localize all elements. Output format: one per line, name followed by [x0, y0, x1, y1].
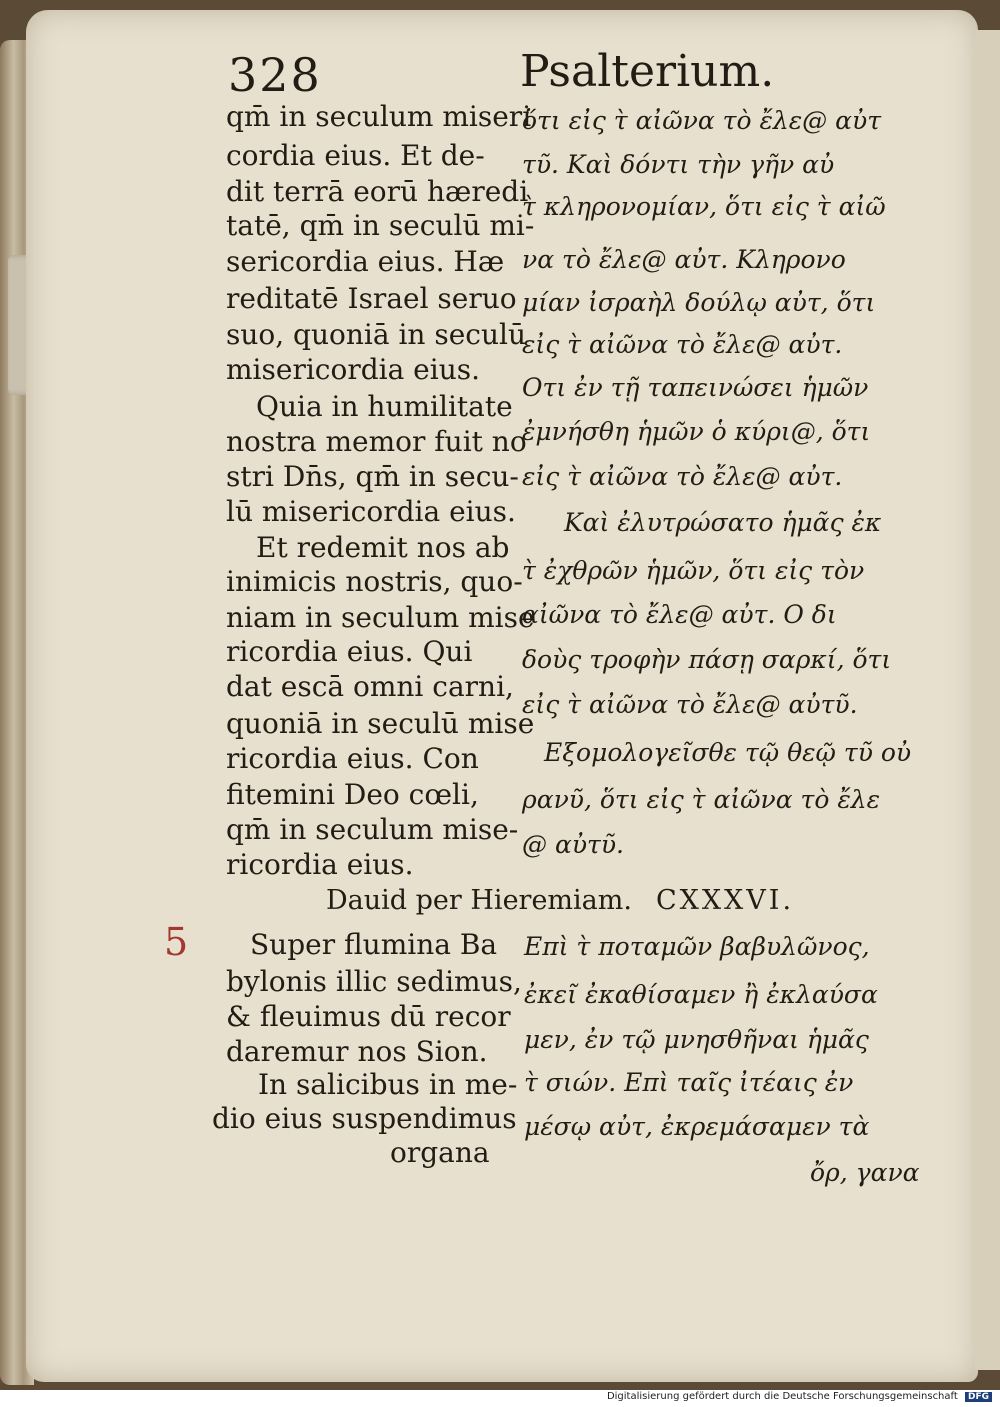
latin-line: niam in seculum mise — [226, 601, 535, 634]
greek-line: Καὶ ἐλυτρώσατο ἡμᾶς ἐκ — [564, 508, 882, 537]
latin-line: In salicibus in me- — [258, 1068, 518, 1101]
latin-line: ricordia eius. Qui — [226, 635, 473, 668]
greek-line: εἰς τ̀ αἰῶνα τὸ ἔλε@ αὐτῦ. — [522, 690, 858, 719]
latin-line: qm̄ in seculum miseri — [226, 100, 532, 133]
latin-line: qm̄ in seculum mise- — [226, 813, 519, 846]
greek-line: μίαν ἰσραὴλ δούλῳ αὐτ, ὅτι — [522, 288, 876, 317]
greek-line: Επὶ τ̀ ποταμῶν βαβυλῶνος, — [524, 932, 870, 961]
running-head: Psalterium. — [520, 46, 775, 97]
greek-line: ὄρ, γανα — [810, 1158, 920, 1187]
psalm-heading — [326, 885, 794, 916]
latin-line: dit terrā eorū hæredi — [226, 175, 529, 208]
greek-line: Εξομολογεῖσθε τῷ θεῷ τῦ οὐ — [544, 738, 912, 767]
latin-line: & fleuimus dū recor — [226, 1000, 511, 1033]
latin-line: misericordia eius. — [226, 353, 481, 386]
credit-text: Digitalisierung gefördert durch die Deutsche Forschungsgemeinschaft — [606, 1391, 958, 1402]
latin-line: nostra memor fuit no — [226, 425, 527, 458]
greek-line: αἰῶνα τὸ ἔλε@ αὐτ. Ο δι — [522, 600, 837, 629]
latin-line: suo, quoniā in seculū — [226, 318, 526, 351]
latin-line: dio eius suspendimus — [212, 1102, 517, 1135]
latin-line: daremur nos Sion. — [226, 1035, 488, 1068]
book-edge-right — [975, 30, 1000, 1370]
margin-note: 5 — [164, 920, 189, 964]
greek-line: τῦ. Καὶ δόντι τὴν γῆν αὐ — [522, 150, 835, 179]
greek-line: ἐμνήσθη ἡμῶν ὁ κύρι@, ὅτι — [522, 417, 871, 446]
latin-line: quoniā in seculū mise — [226, 707, 535, 740]
psalm-heading-title: Dauid per Hieremiam. — [326, 885, 632, 916]
greek-line: Οτι ἐν τῇ ταπεινώσει ἡμῶν — [522, 373, 869, 402]
greek-line: να τὸ ἔλε@ αὐτ. Κληρονο — [522, 245, 846, 274]
greek-line: τ̀ ἐχθρῶν ἡμῶν, ὅτι εἰς τὸν — [522, 556, 865, 585]
latin-line: organa — [390, 1136, 490, 1169]
latin-line: bylonis illic sedimus, — [226, 965, 522, 998]
psalm-number: CXXXVI. — [655, 885, 795, 916]
latin-line: ricordia eius. Con — [226, 742, 479, 775]
page-number: 328 — [228, 48, 322, 102]
greek-line: τ̀ σιών. Επὶ ταῖς ἰτέαις ἐν — [524, 1068, 854, 1097]
latin-line: tatē, qm̄ in seculū mi- — [226, 209, 535, 242]
latin-line: lū misericordia eius. — [226, 495, 516, 528]
latin-line: dat escā omni carni, — [226, 670, 514, 703]
greek-line: ρανῦ, ὅτι εἰς τ̀ αἰῶνα τὸ ἔλε — [522, 785, 881, 814]
latin-line: fitemini Deo cœli, — [226, 778, 479, 811]
greek-line: δοὺς τροφὴν πάσῃ σαρκί, ὅτι — [522, 645, 892, 674]
greek-line: τ̀ κληρονομίαν, ὅτι εἰς τ̀ αἰῶ — [522, 192, 886, 221]
latin-line: inimicis nostris, quo- — [226, 565, 523, 598]
greek-line: εἰς τ̀ αἰῶνα τὸ ἔλε@ αὐτ. — [522, 330, 843, 359]
greek-line: μέσῳ αὐτ, ἐκρεμάσαμεν τὰ — [524, 1112, 870, 1141]
greek-line: ἐκεῖ ἐκαθίσαμεν ἢ ἐκλαύσα — [524, 980, 878, 1009]
latin-line: stri Dn̄s, qm̄ in secu- — [226, 460, 519, 493]
dfg-logo: DFG — [965, 1392, 992, 1402]
latin-line: Et redemit nos ab — [256, 531, 510, 564]
digitization-credit — [607, 1391, 992, 1402]
latin-line: cordia eius. Et de- — [226, 139, 485, 172]
latin-line: Quia in humilitate — [256, 390, 513, 423]
greek-line: @ αὐτῦ. — [522, 830, 625, 859]
latin-line: ricordia eius. — [226, 848, 414, 881]
latin-line: reditatē Israel seruo — [226, 282, 517, 315]
latin-line: Super flumina Ba — [250, 928, 498, 961]
greek-line: μεν, ἐν τῷ μνησθῆναι ἡμᾶς — [524, 1025, 869, 1054]
greek-line: εἰς τ̀ αἰῶνα τὸ ἔλε@ αὐτ. — [522, 462, 843, 491]
greek-line: ὅτι εἰς τ̀ αἰῶνα τὸ ἔλε@ αὐτ — [522, 106, 882, 135]
latin-line: sericordia eius. Hæ — [226, 245, 505, 278]
